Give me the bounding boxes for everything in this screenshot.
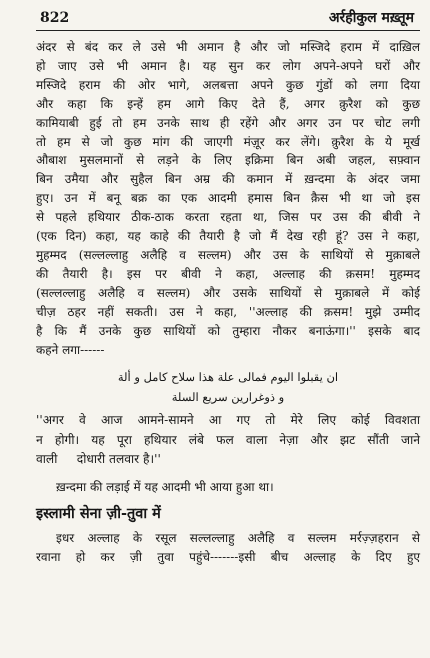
text-line: तो हम से जो कुछ मांग की जाएगी मंज़ूर कर लेंगे। क़ुरैश के ये मूर्ख [36, 134, 420, 149]
quoted-translation [36, 411, 420, 470]
paragraph-2: ख़न्दमा की लड़ाई में यह आदमी भी आया हुआ था। [56, 479, 274, 494]
header-rule [36, 30, 420, 31]
text-line: मस्जिदे हराम की ओर भागे, अलबत्ता अपने कुछ गुंडों को लगा दिया [36, 77, 420, 92]
arabic-line: ان يقبلوا اليوم فمالى علة هذا سلاح كامل و ألة [117, 370, 339, 385]
text-line: इधर अल्लाह के रसूल सल्लल्लाहु अलैहि व सल्लम मर्रज़्ज़हरान से [56, 530, 420, 545]
page-header [0, 0, 430, 34]
section-heading: इस्लामी सेना ज़ी-तुवा में [36, 504, 161, 522]
text-line: मुहम्मद (सल्लल्लाहु अलैहि व सल्लम) और उस के साथियों से मुक़ाबले [36, 247, 420, 262]
text-line: (एक दिन) कहा, यह काहे की तैयारी है जो मैं देख रही हूं? उस ने कहा, [36, 229, 420, 244]
arabic-line: و ذوغرارين سريع السلة [171, 390, 285, 405]
text-line: कहने लगा------ [36, 342, 105, 357]
quote-line: ''अगर वे आज आमने-सामने आ गए तो मेरे लिए कोई विवशता [36, 413, 420, 428]
text-line: हो जाए उसे भी अमान है। यह सुन कर लोग अपने-अपने घरों और [36, 58, 420, 73]
paragraph-3 [36, 529, 420, 567]
text-line: और कहा कि इन्हें हम आगे किए देते हैं, अगर क़ुरैश को कुछ [36, 96, 420, 111]
text-line: हुए। उन में बनू बक्र का एक आदमी हमास बिन क़ैस भी था जो इस [36, 191, 420, 206]
text-line: (सल्लल्लाहु अलैहि व सल्लम) और उसके साथियों से मुक़ाबले में कोई [36, 285, 420, 300]
text-line: बिन उमैया और सुहैल बिन अम्र की कमान में ख़न्दमा के अंदर जमा [36, 172, 420, 187]
running-title: अर्रहीकुल मख़्तूम [328, 10, 414, 26]
text-line: से पहले हथियार ठीक-ठाक करता रहता था, जिस पर उस की बीवी ने [36, 210, 420, 225]
text-line: है कि मैं उनके कुछ साथियों को तुम्हारा नौकर बनाऊंगा।'' इसके बाद [36, 323, 420, 338]
quote-line: वाली दोधारी तलवार है।'' [36, 452, 161, 467]
text-line: कामियाबी हुई तो हम उनके साथ ही रहेंगे और अगर उन पर चोट लगी [36, 115, 420, 130]
quote-line: न होगी। यह पूरा हथियार लंबे फल वाला नेज़ा और झट सौंती जाने [36, 432, 420, 447]
page-number: 822 [40, 10, 70, 26]
text-line: औबाश मुसलमानों से लड़ने के लिए इक्रिमा बिन अबी जहल, सफ़्वान [36, 153, 420, 168]
text-line: रवाना हो कर ज़ी तुवा पहुंचे-------इसी बीच अल्लाह के दिए हुए [36, 549, 420, 564]
text-line: चीज़ ठहर नहीं सकती। उस ने कहा, ''अल्लाह की क़सम! मुझे उम्मीद [36, 304, 420, 319]
paragraph-1 [36, 38, 420, 359]
arabic-verse [36, 367, 420, 407]
text-line: की तैयारी है। इस पर बीवी ने कहा, अल्लाह की क़सम! मुहम्मद [36, 266, 420, 281]
page-body [36, 38, 420, 567]
text-line: अंदर से बंद कर ले उसे भी अमान है और जो मस्जिदे हराम में दाख़िल [36, 40, 420, 54]
